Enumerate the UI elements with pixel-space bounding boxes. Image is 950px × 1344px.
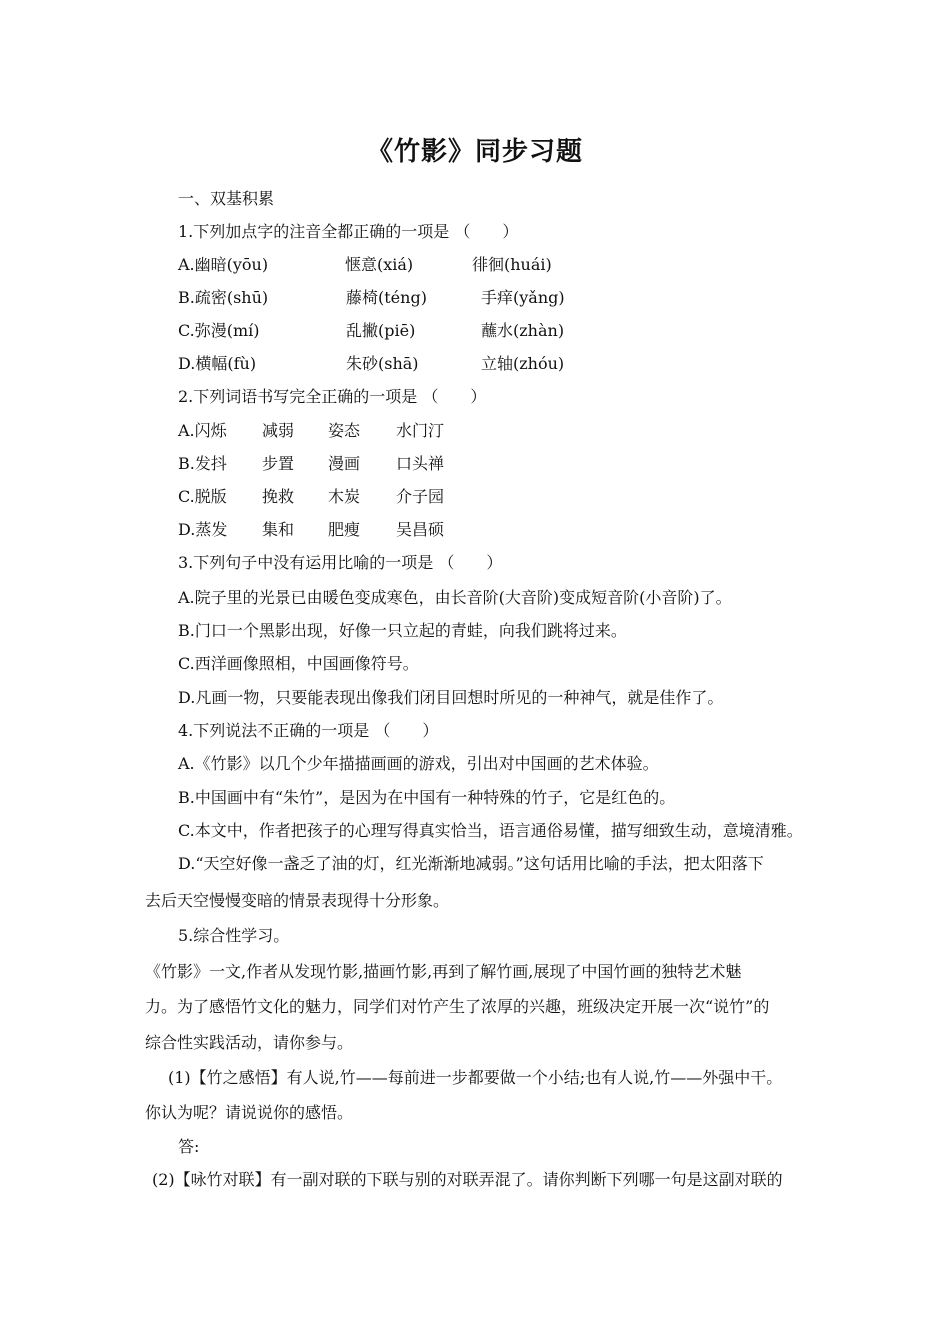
sub-question-1-line: 你认为呢？请说说你的感悟。 <box>145 1103 354 1122</box>
option-word: 减弱 <box>262 421 295 440</box>
option-word: D.蒸发 <box>178 520 228 539</box>
option-word: 肥瘦 <box>328 520 361 539</box>
question-2-option-d <box>178 520 445 540</box>
answer-label: 答: <box>178 1137 200 1156</box>
question-2-option-b <box>178 454 445 474</box>
question-4-option-a: A.《竹影》以几个少年描描画画的游戏，引出对中国画的艺术体验。 <box>178 754 659 773</box>
question-4-stem: 4.下列说法不正确的一项是 （ ） <box>178 721 439 740</box>
option-word: 藤椅(téng) <box>346 288 427 307</box>
question-5-intro-line: 力。为了感悟竹文化的魅力，同学们对竹产生了浓厚的兴趣，班级决定开展一次“说竹”的 <box>145 997 770 1016</box>
option-word: 姿态 <box>328 421 361 440</box>
question-4-option-b: B.中国画中有“朱竹”，是因为在中国有一种特殊的竹子，它是红色的。 <box>178 788 676 807</box>
question-2-option-a <box>178 421 445 441</box>
question-3-option-b: B.门口一个黑影出现，好像一只立起的青蛙，向我们跳将过来。 <box>178 621 627 640</box>
option-word: 蘸水(zhàn) <box>481 321 565 340</box>
question-2-option-c <box>178 487 445 507</box>
sub-question-1-line: (1)【竹之感悟】有人说,竹——每前进一步都要做一个小结;也有人说,竹——外强中干。 <box>168 1068 783 1087</box>
question-1-option-b <box>178 288 565 308</box>
question-5-stem: 5.综合性学习。 <box>178 926 290 945</box>
question-3-option-d: D.凡画一物，只要能表现出像我们闭目回想时所见的一种神气，就是佳作了。 <box>178 688 724 707</box>
option-word: 步置 <box>262 454 295 473</box>
option-word: A.闪烁 <box>178 421 227 440</box>
question-3-option-c: C.西洋画像照相，中国画像符号。 <box>178 654 419 673</box>
question-5-intro-line: 《竹影》一文,作者从发现竹影,描画竹影,再到了解竹画,展现了中国竹画的独特艺术魅 <box>145 962 742 981</box>
question-1-option-c <box>178 321 565 341</box>
option-word: A.幽暗(yōu) <box>178 255 269 274</box>
question-3-stem: 3.下列句子中没有运用比喻的一项是 （ ） <box>178 553 503 572</box>
option-word: 手痒(yǎng) <box>481 288 565 307</box>
section-heading: 一、双基积累 <box>178 189 275 208</box>
option-word: C.脱版 <box>178 487 227 506</box>
option-word: B.发抖 <box>178 454 227 473</box>
option-word: 徘徊(huái) <box>472 255 552 274</box>
question-4-option-c: C.本文中，作者把孩子的心理写得真实恰当，语言通俗易懂，描写细致生动，意境清雅。 <box>178 821 803 840</box>
option-word: 惬意(xiá) <box>345 255 414 274</box>
question-4-option-d: D.“天空好像一盏乏了油的灯，红光渐渐地减弱。”这句话用比喻的手法，把太阳落下 <box>178 854 764 873</box>
question-3-option-a: A.院子里的光景已由暖色变成寒色，由长音阶(大音阶)变成短音阶(小音阶)了。 <box>178 588 732 607</box>
option-word: C.弥漫(mí) <box>178 321 260 340</box>
option-word: 集和 <box>262 520 295 539</box>
question-4-option-d-continued: 去后天空慢慢变暗的情景表现得十分形象。 <box>145 891 450 910</box>
option-word: 乱撇(piē) <box>346 321 416 340</box>
option-word: 水门汀 <box>396 421 445 440</box>
option-word: 漫画 <box>328 454 361 473</box>
option-word: 立轴(zhóu) <box>481 354 565 373</box>
question-1-option-d <box>178 354 565 374</box>
option-word: 挽救 <box>262 487 295 506</box>
question-2-stem: 2.下列词语书写完全正确的一项是 （ ） <box>178 387 487 406</box>
option-word: B.疏密(shū) <box>178 288 269 307</box>
option-word: 木炭 <box>328 487 361 506</box>
sub-question-2-line: (2)【咏竹对联】有一副对联的下联与别的对联弄混了。请你判断下列哪一句是这副对联的 <box>152 1170 783 1189</box>
option-word: 口头禅 <box>396 454 445 473</box>
page-title: 《竹影》同步习题 <box>366 137 583 167</box>
question-1-option-a <box>178 255 552 275</box>
question-1-stem: 1.下列加点字的注音全都正确的一项是 （ ） <box>178 222 519 241</box>
question-5-intro-line: 综合性实践活动，请你参与。 <box>145 1033 354 1052</box>
option-word: 吴昌硕 <box>396 520 445 539</box>
option-word: 介子园 <box>396 487 445 506</box>
option-word: D.横幅(fù) <box>178 354 257 373</box>
option-word: 朱砂(shā) <box>346 354 419 373</box>
